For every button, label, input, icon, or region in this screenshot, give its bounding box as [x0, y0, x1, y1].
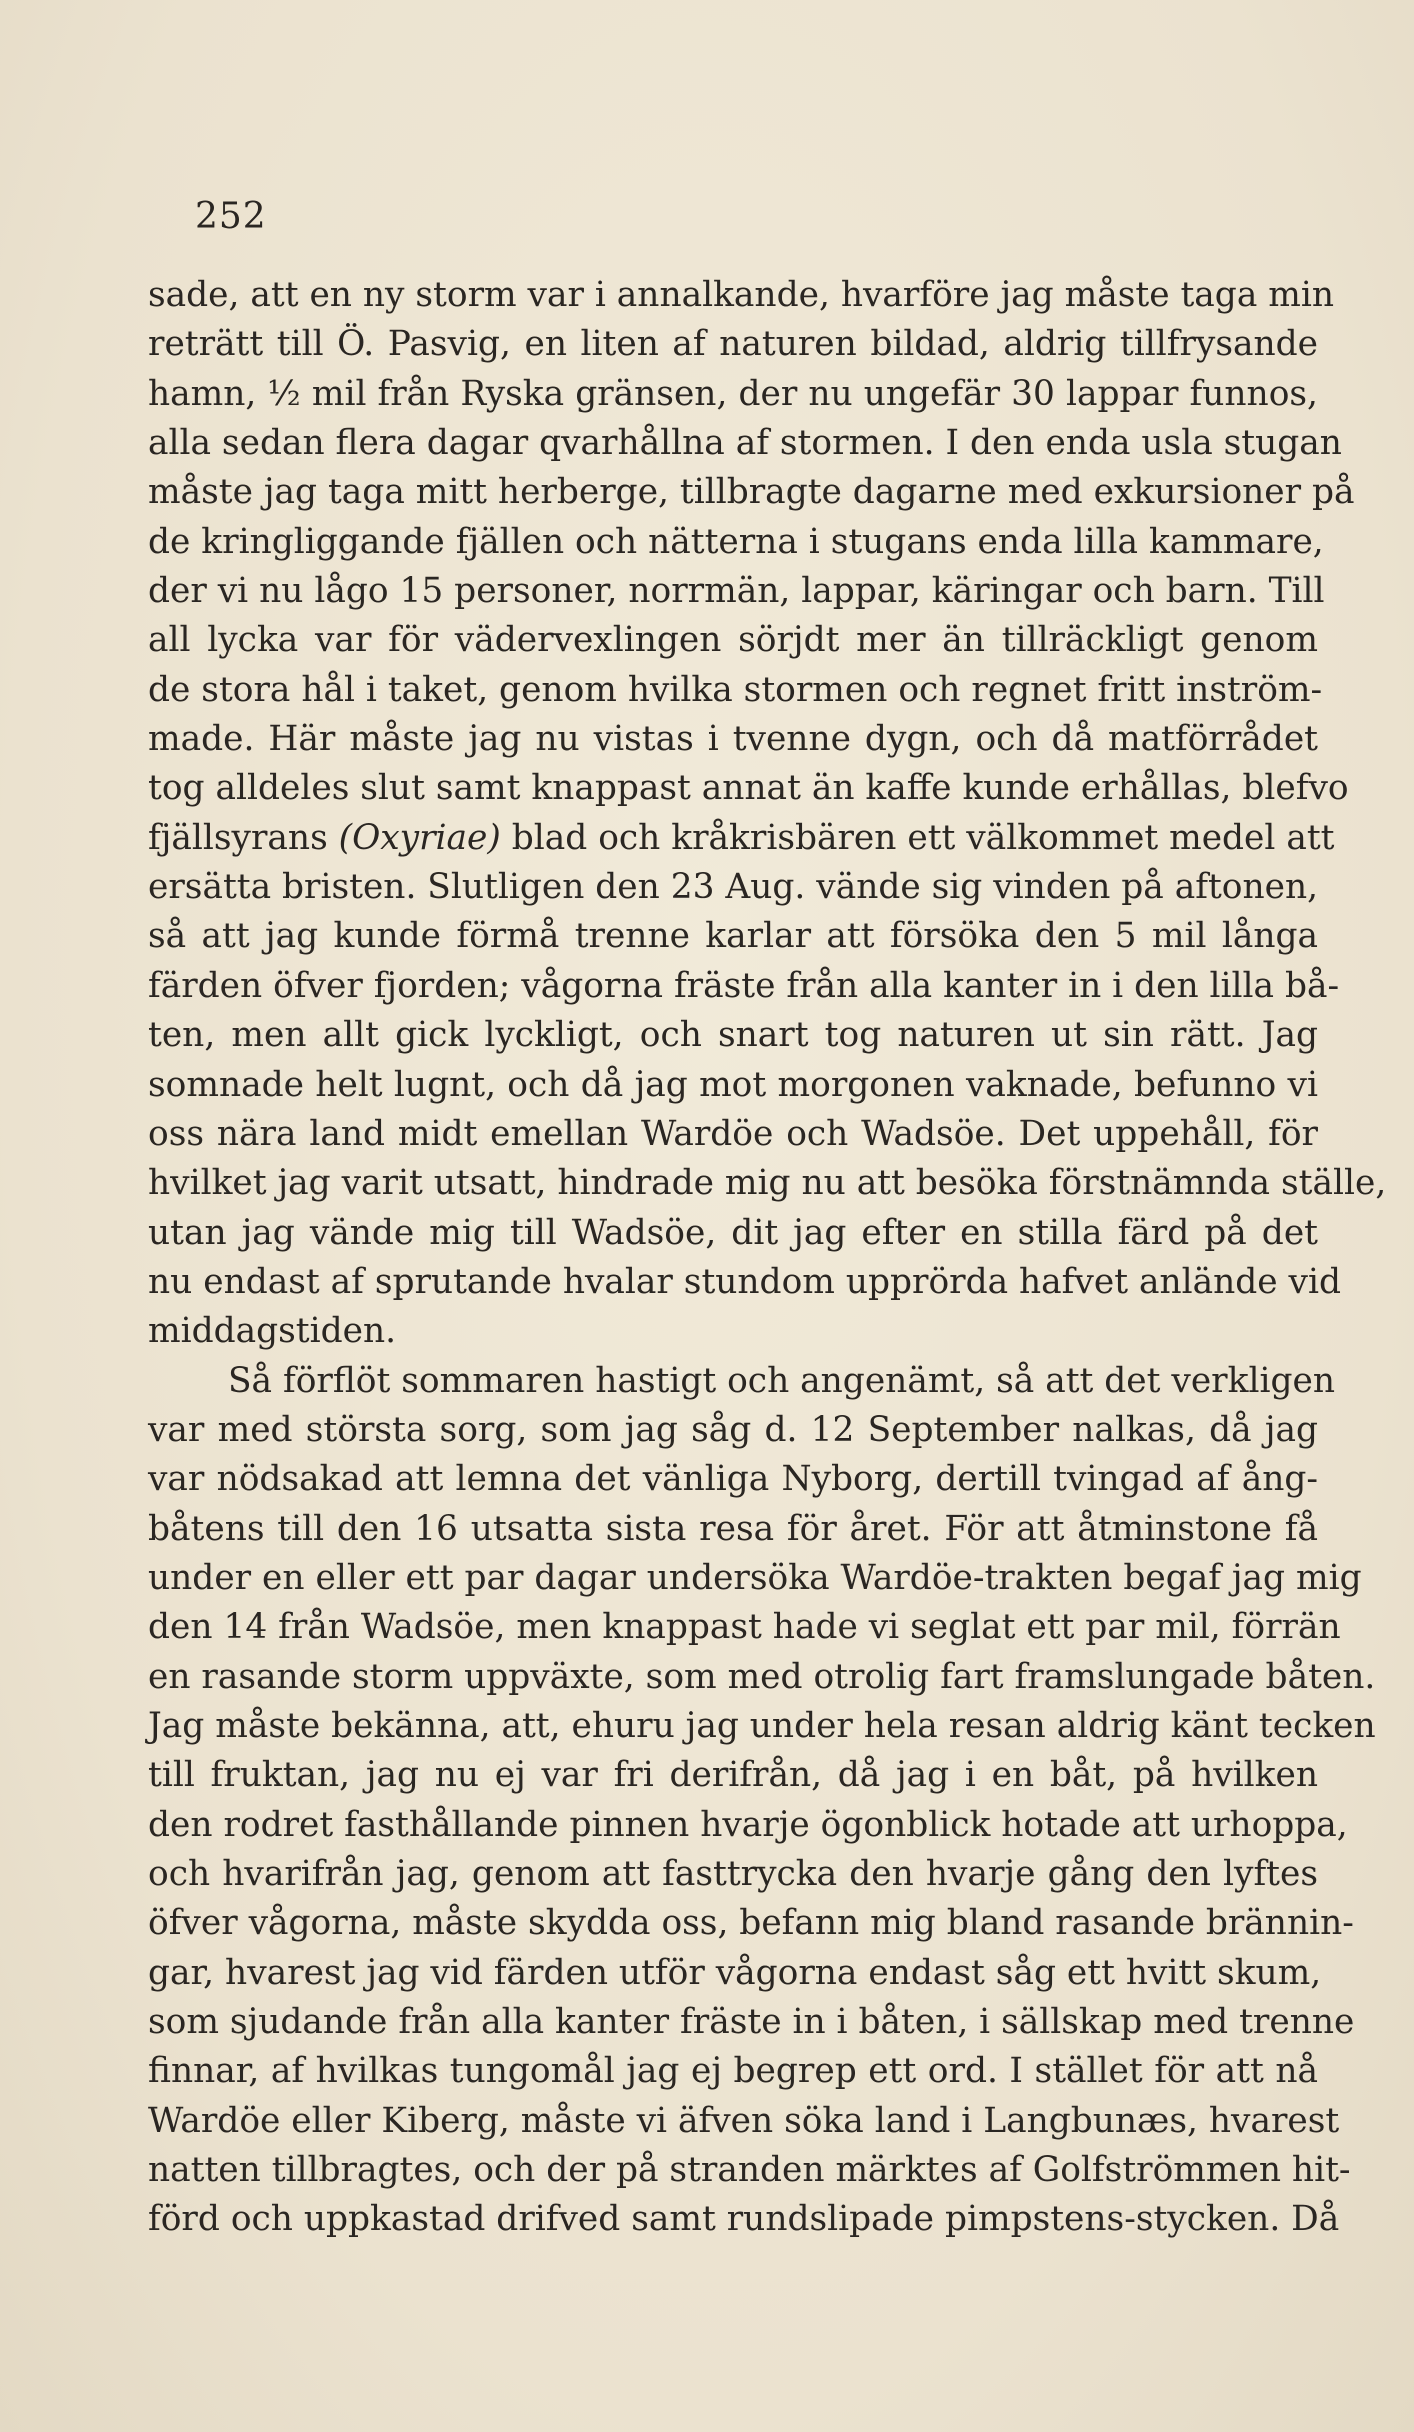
text-line: natten tillbragtes, och der på stranden märktes af Golfströmmen hit-: [148, 2150, 1351, 2191]
text-line: fjällsyrans (Oxyriae) blad och kråkrisbären ett välkommet medel att: [148, 817, 1335, 858]
text-line: ten, men allt gick lyckligt, och snart tog naturen ut sin rätt. Jag: [148, 1015, 1318, 1056]
text-line: somnade helt lugnt, och då jag mot morgonen vaknade, befunno vi: [148, 1064, 1318, 1105]
text-line: förd och uppkastad drifved samt rundslipade pimpstens-stycken. Då: [148, 2199, 1340, 2240]
text-line: sade, att en ny storm var i annalkande, hvarföre jag måste taga min: [148, 275, 1335, 315]
text-line: hvilket jag varit utsatt, hindrade mig nu att besöka förstnämnda ställe,: [148, 1163, 1387, 1204]
text-line: var med största sorg, som jag såg d. 12 September nalkas, då jag: [148, 1409, 1318, 1450]
text-line: hamn, ½ mil från Ryska gränsen, der nu ungefär 30 lappar funnos,: [148, 373, 1318, 414]
text-line: som sjudande från alla kanter fräste in i båten, i sällskap med trenne: [148, 2002, 1355, 2043]
text-line: var nödsakad att lemna det vänliga Nyborg, dertill tvingad af ång-: [148, 1459, 1318, 1500]
text-line: Jag måste bekänna, att, ehuru jag under hela resan aldrig känt tecken: [148, 1705, 1376, 1746]
text-line: oss nära land midt emellan Wardöe och Wadsöe. Det uppehåll, för: [148, 1113, 1318, 1154]
italic-species-name: (Oxyriae): [338, 817, 501, 858]
text-line: båtens till den 16 utsatta sista resa för året. För att åtminstone få: [148, 1508, 1318, 1549]
text-line: finnar, af hvilkas tungomål jag ej begrep ett ord. I stället för att nå: [148, 2051, 1318, 2092]
text-line: reträtt till Ö. Pasvig, en liten af naturen bildad, aldrig tillfrysande: [148, 324, 1318, 365]
text-line: alla sedan flera dagar qvarhållna af stormen. I den enda usla stugan: [148, 423, 1342, 464]
text-line: nu endast af sprutande hvalar stundom upprörda hafvet anlände vid: [148, 1261, 1341, 1302]
text-line: made. Här måste jag nu vistas i tvenne dygn, och då matförrådet: [148, 719, 1318, 760]
text-line: färden öfver fjorden; vågorna fräste från alla kanter in i den lilla bå-: [148, 965, 1340, 1006]
text-line: under en eller ett par dagar undersöka Wardöe-trakten begaf jag mig: [148, 1557, 1362, 1598]
text-line: Wardöe eller Kiberg, måste vi äfven söka land i Langbunæs, hvarest: [148, 2100, 1340, 2141]
text-line: Så förflöt sommaren hastigt och angenämt, så att det verkligen: [228, 1360, 1335, 1401]
text-line: den 14 från Wadsöe, men knappast hade vi seglat ett par mil, förrän: [148, 1607, 1341, 1648]
text-line: så att jag kunde förmå trenne karlar att försöka den 5 mil långa: [148, 916, 1318, 957]
text-line: all lycka var för vädervexlingen sörjdt mer än tillräckligt genom: [148, 620, 1318, 661]
text-line: gar, hvarest jag vid färden utför vågorna endast såg ett hvitt skum,: [148, 1952, 1322, 1993]
text-line: en rasande storm uppväxte, som med otrolig fart framslungade båten.: [148, 1656, 1376, 1697]
text-line: och hvarifrån jag, genom att fasttrycka den hvarje gång den lyftes: [148, 1854, 1318, 1894]
body-text: [148, 271, 1387, 2245]
page-number: 252: [195, 196, 267, 237]
text-line: de kringliggande fjällen och nätterna i stugans enda lilla kammare,: [148, 521, 1324, 562]
text-line: der vi nu lågo 15 personer, norrmän, lappar, käringar och barn. Till: [148, 571, 1325, 612]
text-line: ersätta bristen. Slutligen den 23 Aug. vände sig vinden på aftonen,: [148, 867, 1319, 908]
text-line: till fruktan, jag nu ej var fri derifrån, då jag i en båt, på hvilken: [148, 1755, 1318, 1796]
text-line: utan jag vände mig till Wadsöe, dit jag efter en stilla färd på det: [148, 1212, 1318, 1253]
text-line: måste jag taga mitt herberge, tillbragte dagarne med exkursioner på: [148, 472, 1355, 513]
text-line: öfver vågorna, måste skydda oss, befann mig bland rasande brännin-: [148, 1903, 1354, 1944]
text-line: middagstiden.: [148, 1311, 397, 1352]
text-line: tog alldeles slut samt knappast annat än kaffe kunde erhållas, blefvo: [148, 768, 1349, 809]
text-line: den rodret fasthållande pinnen hvarje ögonblick hotade att urhoppa,: [148, 1804, 1348, 1845]
text-line: de stora hål i taket, genom hvilka stormen och regnet fritt inström-: [148, 669, 1323, 710]
